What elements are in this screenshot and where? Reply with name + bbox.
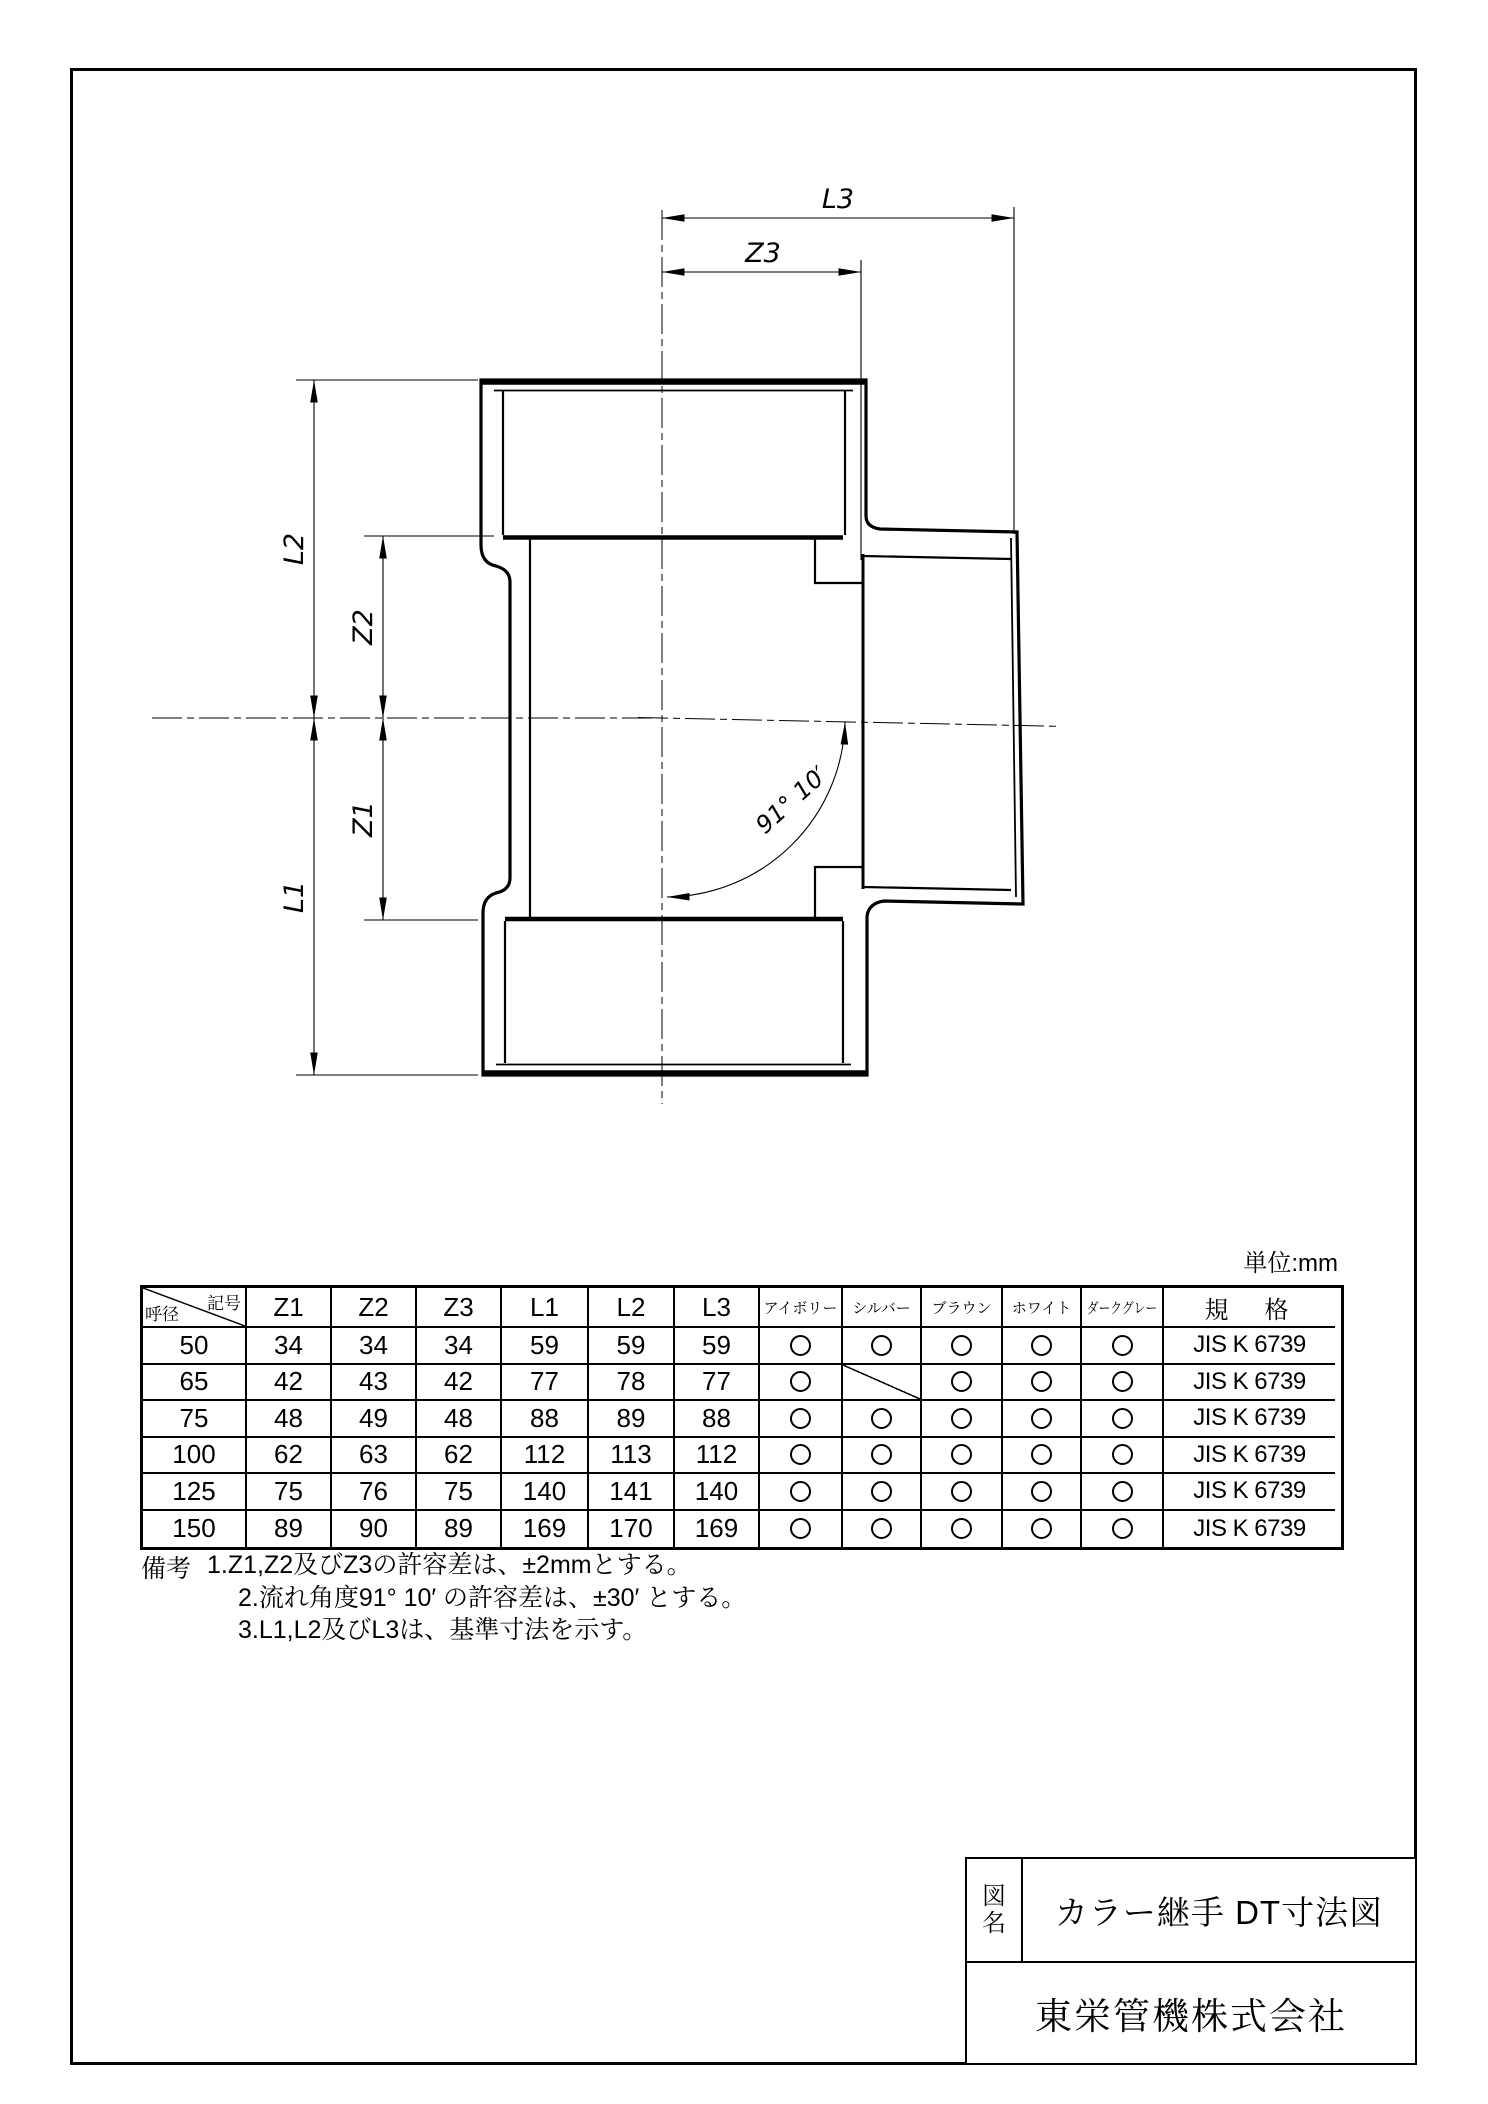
- col-header-z1: Z1: [247, 1288, 332, 1328]
- table-cell-color-available: [843, 1511, 922, 1548]
- corner-label-diameter: 呼径: [145, 1305, 179, 1324]
- availability-circle-icon: [790, 1408, 811, 1429]
- availability-circle-icon: [1031, 1481, 1052, 1502]
- table-cell-value: 63: [332, 1438, 417, 1475]
- table-cell-size: 125: [143, 1474, 247, 1511]
- availability-circle-icon: [1031, 1335, 1052, 1356]
- availability-circle-icon: [1112, 1518, 1133, 1539]
- table-cell-color-available: [843, 1474, 922, 1511]
- table-cell-standard: JIS K 6739: [1193, 1514, 1306, 1542]
- table-cell-value: 75: [417, 1474, 502, 1511]
- col-header-standard: 規 格: [1164, 1288, 1335, 1328]
- table-cell-color-available: [1003, 1401, 1082, 1438]
- table-cell-value: 48: [247, 1401, 332, 1438]
- availability-circle-icon: [1031, 1518, 1052, 1539]
- top-socket-detail: [481, 383, 866, 538]
- table-cell-color-available: [922, 1328, 1003, 1365]
- table-cell-color-available: [922, 1474, 1003, 1511]
- col-header-z3: Z3: [417, 1288, 502, 1328]
- branch-inner-top-line: [863, 556, 1011, 559]
- table-corner-cell: [143, 1288, 247, 1328]
- table-cell-color-available: [922, 1511, 1003, 1548]
- availability-circle-icon: [790, 1481, 811, 1502]
- notes-lines: [207, 1549, 746, 1647]
- note-line-2: 2.流れ角度91° 10′ の許容差は、±30′ とする。: [238, 1583, 747, 1612]
- table-cell-standard: JIS K 6739: [1164, 1438, 1335, 1475]
- table-cell-size: 100: [143, 1438, 247, 1475]
- availability-circle-icon: [871, 1335, 892, 1356]
- availability-circle-icon: [871, 1518, 892, 1539]
- table-cell-value: 77: [502, 1365, 589, 1402]
- table-cell-value: 34: [247, 1328, 332, 1365]
- note-line-1: 1.Z1,Z2及びZ3の許容差は、±2mmとする。: [207, 1551, 692, 1579]
- table-cell-color-available: [843, 1328, 922, 1365]
- table-cell-color-available: [1003, 1511, 1082, 1548]
- table-cell-standard: JIS K 6739: [1164, 1365, 1335, 1402]
- company-name: 東栄管機株式会社: [1035, 1995, 1347, 2037]
- bottom-socket-detail: [483, 919, 867, 1073]
- availability-circle-icon: [951, 1518, 972, 1539]
- table-cell-value: 59: [502, 1328, 589, 1365]
- dimension-lines: [296, 207, 1014, 1075]
- table-cell-color-available: [1082, 1474, 1164, 1511]
- table-cell-value: 59: [589, 1328, 675, 1365]
- unit-label: 単位:mm: [1243, 1250, 1338, 1277]
- availability-circle-icon: [951, 1335, 972, 1356]
- availability-circle-icon: [1112, 1335, 1133, 1356]
- dim-label-l1: L1: [279, 880, 310, 914]
- availability-circle-icon: [1031, 1408, 1052, 1429]
- availability-circle-icon: [1112, 1408, 1133, 1429]
- table-cell-color-available: [1003, 1328, 1082, 1365]
- angle-arc: [667, 722, 845, 897]
- table-cell-value: 75: [247, 1474, 332, 1511]
- note-line-3: 3.L1,L2及びL3は、基準寸法を示す。: [238, 1616, 648, 1644]
- drawing-title: カラー継手 DT寸法図: [1054, 1893, 1384, 1931]
- table-cell-value: 62: [247, 1438, 332, 1475]
- dimension-table: [140, 1285, 1344, 1550]
- table-cell-color-available: [843, 1401, 922, 1438]
- availability-circle-icon: [871, 1444, 892, 1465]
- col-header-l3: L3: [675, 1288, 760, 1328]
- table-cell-value: 112: [502, 1438, 589, 1475]
- table-cell-value: 113: [589, 1438, 675, 1475]
- table-cell-color-available: [922, 1401, 1003, 1438]
- table-cell-standard: JIS K 6739: [1164, 1401, 1335, 1438]
- availability-circle-icon: [1112, 1481, 1133, 1502]
- table-cell-color-available: [1003, 1438, 1082, 1475]
- dim-label-l3: L3: [821, 184, 855, 215]
- col-header-l2: L2: [589, 1288, 675, 1328]
- table-cell-value: 88: [675, 1401, 760, 1438]
- col-header-z2: Z2: [332, 1288, 417, 1328]
- col-header-ivory: アイボリー: [760, 1288, 843, 1328]
- availability-circle-icon: [951, 1444, 972, 1465]
- table-cell-color-available: [760, 1511, 843, 1548]
- notes-block: [141, 1549, 746, 1647]
- table-cell-color-available: [760, 1474, 843, 1511]
- col-header-brown: ブラウン: [922, 1288, 1003, 1328]
- table-cell-color-available: [760, 1438, 843, 1475]
- title-field-label: 図名: [982, 1883, 1006, 1937]
- availability-circle-icon: [1031, 1371, 1052, 1392]
- table-cell-size: 150: [143, 1511, 247, 1548]
- table-cell-value: 62: [417, 1438, 502, 1475]
- table-cell-value: 77: [675, 1365, 760, 1402]
- table-cell-color-available: [922, 1438, 1003, 1475]
- availability-circle-icon: [790, 1518, 811, 1539]
- corner-label-symbol: 記号: [207, 1294, 241, 1313]
- table-cell-size: 65: [143, 1365, 247, 1402]
- table-cell-value: 78: [589, 1365, 675, 1402]
- table-cell-value: 43: [332, 1365, 417, 1402]
- table-cell-size: 50: [143, 1328, 247, 1365]
- table-cell-value: 169: [502, 1511, 589, 1548]
- branch-inner-bottom-line: [863, 887, 1011, 890]
- table-cell-value: 170: [589, 1511, 675, 1548]
- table-cell-value: 140: [502, 1474, 589, 1511]
- dim-label-z3: Z3: [745, 238, 781, 269]
- dimension-labels: [279, 184, 854, 913]
- branch-bottom-notch: [815, 867, 862, 919]
- title-block-row-name: [967, 1859, 1415, 1963]
- availability-circle-icon: [1112, 1444, 1133, 1465]
- availability-circle-icon: [790, 1444, 811, 1465]
- availability-circle-icon: [871, 1481, 892, 1502]
- centerlines: [152, 210, 1058, 1104]
- table-cell-value: 76: [332, 1474, 417, 1511]
- table-cell-value: 49: [332, 1401, 417, 1438]
- angle-label: 91° 10′: [750, 760, 834, 840]
- branch-mouth-chamfer-line: [1011, 538, 1016, 897]
- availability-circle-icon: [790, 1335, 811, 1356]
- availability-circle-icon: [871, 1408, 892, 1429]
- table-cell-value: 90: [332, 1511, 417, 1548]
- table-cell-color-available: [760, 1401, 843, 1438]
- branch-top-notch: [815, 539, 862, 583]
- table-cell-size: 75: [143, 1401, 247, 1438]
- fitting-outline: [481, 380, 1023, 1075]
- notes-label: 備考: [141, 1555, 192, 1583]
- table-cell-standard: JIS K 6739: [1164, 1474, 1335, 1511]
- col-header-l1: L1: [502, 1288, 589, 1328]
- table-cell-color-available: [760, 1328, 843, 1365]
- table-cell-value: 48: [417, 1401, 502, 1438]
- availability-circle-icon: [951, 1408, 972, 1429]
- availability-circle-icon: [1112, 1371, 1133, 1392]
- table-cell-color-available: [1082, 1365, 1164, 1402]
- table-cell-color-available: [1082, 1438, 1164, 1475]
- table-cell-value: 169: [675, 1511, 760, 1548]
- table-cell-value: 42: [247, 1365, 332, 1402]
- col-header-silver: シルバー: [843, 1288, 922, 1328]
- table-cell-value: 141: [589, 1474, 675, 1511]
- table-cell-value: 89: [589, 1401, 675, 1438]
- table-cell-color-available: [843, 1438, 922, 1475]
- table-cell-color-available: [760, 1365, 843, 1402]
- col-header-darkgray: [1082, 1288, 1164, 1328]
- col-header-white: ホワイト: [1003, 1288, 1082, 1328]
- table-cell-color-available: [1082, 1511, 1164, 1548]
- dim-label-z1: Z1: [348, 801, 379, 837]
- table-cell-value: 59: [675, 1328, 760, 1365]
- col-header-darkgray-text: ダークグレー: [1086, 1299, 1158, 1317]
- title-block: [965, 1857, 1417, 2065]
- availability-circle-icon: [951, 1481, 972, 1502]
- table-cell-color-available: [1003, 1474, 1082, 1511]
- table-cell-value: 34: [332, 1328, 417, 1365]
- table-cell-value: 88: [502, 1401, 589, 1438]
- table-cell-color-available: [1082, 1328, 1164, 1365]
- dim-label-z2: Z2: [348, 609, 379, 645]
- table-cell-value: 89: [247, 1511, 332, 1548]
- table-cell-value: 34: [417, 1328, 502, 1365]
- title-field-cell: [967, 1859, 1023, 1961]
- branch-centerline: [638, 718, 1058, 727]
- table-cell-color-unavailable: [843, 1365, 922, 1402]
- availability-circle-icon: [790, 1371, 811, 1392]
- availability-circle-icon: [951, 1371, 972, 1392]
- table-cell-color-available: [922, 1365, 1003, 1402]
- table-cell-value: 140: [675, 1474, 760, 1511]
- dim-label-l2: L2: [279, 532, 310, 566]
- table-cell-value: 89: [417, 1511, 502, 1548]
- table-cell-value: 112: [675, 1438, 760, 1475]
- table-cell-color-available: [1003, 1365, 1082, 1402]
- availability-circle-icon: [1031, 1444, 1052, 1465]
- table-cell-standard: JIS K 6739: [1164, 1328, 1335, 1365]
- table-cell-color-available: [1082, 1401, 1164, 1438]
- table-cell-value: 42: [417, 1365, 502, 1402]
